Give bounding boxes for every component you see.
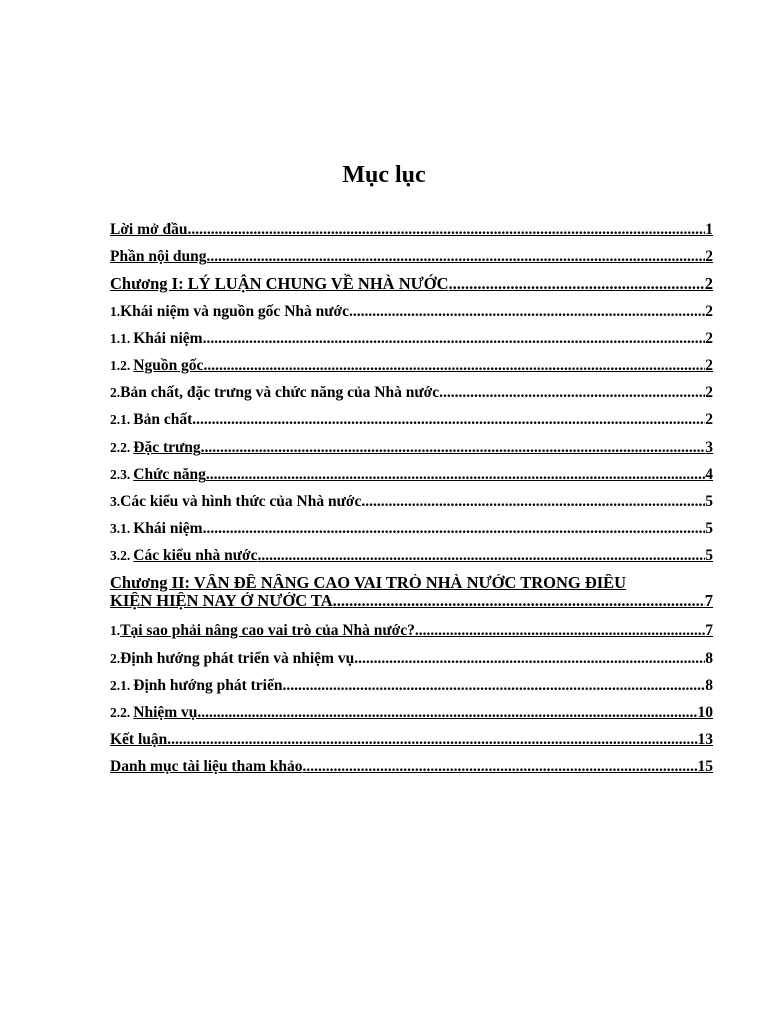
toc-entry-number: 2.: [110, 650, 121, 666]
toc-entry-tai-lieu-tham-khao[interactable]: [110, 753, 713, 780]
toc-entry-ii-1[interactable]: [110, 617, 713, 644]
toc-title: Mục lục: [342, 162, 426, 188]
toc-entry-number: 3.: [110, 493, 121, 509]
toc-entry-number: 2.1.: [110, 412, 131, 428]
toc-entry-text: Danh mục tài liệu tham khảo: [110, 758, 303, 776]
toc-entry-phan-noi-dung[interactable]: [110, 243, 713, 270]
toc-page-number: 10: [697, 704, 713, 721]
toc-entry-number: 1.2.: [110, 357, 131, 373]
toc-entry-number: 1.: [110, 303, 121, 319]
toc-leader-dots: [201, 434, 706, 461]
toc-page-number: 7: [704, 592, 713, 611]
toc-page-number: 2: [705, 384, 713, 402]
toc-entry-number: 2.2.: [110, 439, 131, 455]
toc-page-number: 5: [705, 520, 713, 538]
toc-leader-dots: [187, 216, 705, 243]
toc-entry-loi-mo-dau[interactable]: [110, 216, 713, 243]
toc-page-number: 5: [705, 547, 713, 565]
toc-entry-ii-2-2[interactable]: [110, 699, 713, 726]
toc-entry-text: Tại sao phải nâng cao vai trò của Nhà nước?: [120, 622, 415, 640]
toc-entry-text: Các kiểu và hình thức của Nhà nước: [120, 492, 362, 510]
toc-entry-3-2[interactable]: [110, 542, 713, 569]
toc-page-number: 8: [705, 676, 713, 694]
toc-page-number: 13: [697, 731, 713, 749]
toc-page-number: 1: [705, 221, 713, 238]
toc-entry-2-1[interactable]: [110, 406, 713, 433]
toc-entry-number: 2.1.: [110, 677, 131, 693]
toc-leader-dots: [439, 379, 705, 406]
toc-entry-text: Khái niệm: [133, 520, 203, 538]
toc-entry-ii-2-1[interactable]: [110, 672, 713, 699]
toc-leader-dots: [203, 325, 706, 352]
toc-entry-ii-2[interactable]: [110, 645, 713, 672]
toc-leader-dots: [192, 406, 705, 433]
toc-leader-dots: [258, 542, 706, 569]
toc-entry-text: Bản chất, đặc trưng và chức năng của Nhà nước: [120, 384, 440, 402]
toc-page-number: 2: [705, 302, 713, 320]
toc-page-number: 2: [705, 356, 713, 374]
toc-entry-1-1[interactable]: [110, 325, 713, 352]
toc-entry-text: Kết luận: [110, 731, 168, 749]
toc-leader-dots: [333, 592, 705, 610]
toc-entry-3-1[interactable]: [110, 515, 713, 542]
toc-entry-number: 3.2.: [110, 548, 131, 564]
toc-leader-dots: [449, 270, 705, 297]
toc-entry-text-line2: KIỆN HIỆN NAY Ở NƯỚC TA: [110, 592, 333, 611]
toc-entry-number: 1.1.: [110, 330, 131, 346]
toc-entry-text-line1: Chương II: VẤN ĐỀ NÂNG CAO VAI TRÒ NHÀ NƯỚC TRONG ĐIỀU: [110, 574, 627, 593]
toc-entry-3[interactable]: [110, 488, 713, 515]
toc-entry-2-3[interactable]: [110, 461, 713, 488]
toc-leader-dots: [206, 461, 705, 488]
toc-leader-dots: [354, 645, 705, 672]
toc-leader-dots: [207, 243, 706, 270]
table-of-contents: [110, 216, 713, 781]
toc-entry-number: 2.2.: [110, 705, 131, 720]
toc-entry-text: Định hướng phát triển và nhiệm vụ: [120, 649, 355, 667]
toc-entry-ket-luan[interactable]: [110, 726, 713, 753]
toc-page-number: 2: [704, 274, 713, 294]
toc-entry-text: Nhiệm vụ: [133, 704, 198, 721]
toc-entry-number: 1.: [110, 623, 121, 639]
toc-entry-number: 2.3.: [110, 466, 131, 482]
toc-entry-text: Định hướng phát triển: [133, 676, 283, 694]
toc-page-number: 15: [697, 758, 713, 776]
toc-leader-dots: [283, 672, 706, 699]
toc-page-number: 2: [705, 248, 713, 266]
toc-entry-number: 2.: [110, 385, 121, 401]
toc-entry-text: Phần nội dung: [110, 248, 207, 266]
toc-page-number: 4: [705, 465, 713, 483]
toc-leader-dots: [349, 298, 705, 325]
toc-entry-chuong-1[interactable]: [110, 270, 713, 297]
toc-entry-text: Chức năng: [133, 465, 206, 483]
toc-leader-dots: [303, 753, 698, 780]
toc-entry-text: Các kiểu nhà nước: [133, 547, 258, 565]
toc-page-number: 7: [705, 622, 713, 640]
toc-entry-2-2[interactable]: [110, 434, 713, 461]
toc-entry-chuong-2[interactable]: [110, 569, 713, 617]
toc-entry-text: Chương I: LÝ LUẬN CHUNG VỀ NHÀ NƯỚC: [110, 274, 449, 294]
toc-leader-dots: [361, 488, 705, 515]
toc-entry-2[interactable]: [110, 379, 713, 406]
toc-entry-text: Bản chất: [133, 411, 193, 429]
toc-leader-dots: [415, 617, 705, 644]
toc-leader-dots: [197, 699, 697, 726]
toc-entry-number: 3.1.: [110, 521, 131, 537]
toc-entry-text: Nguồn gốc: [133, 356, 204, 374]
toc-entry-1[interactable]: [110, 298, 713, 325]
toc-entry-1-2[interactable]: [110, 352, 713, 379]
toc-entry-line2: [110, 592, 713, 610]
toc-page-number: 2: [705, 329, 713, 347]
toc-leader-dots: [203, 352, 705, 379]
toc-entry-text: Khái niệm: [133, 329, 203, 347]
toc-page-number: 2: [705, 411, 713, 429]
toc-leader-dots: [203, 515, 706, 542]
toc-page-number: 5: [705, 492, 713, 510]
toc-page-number: 8: [705, 649, 713, 667]
toc-entry-text: Lời mở đầu: [110, 221, 188, 238]
toc-page-number: 3: [705, 438, 713, 456]
toc-entry-text: Đặc trưng: [133, 438, 201, 456]
toc-leader-dots: [167, 726, 697, 753]
toc-entry-text: Khái niệm và nguồn gốc Nhà nước: [120, 302, 350, 320]
